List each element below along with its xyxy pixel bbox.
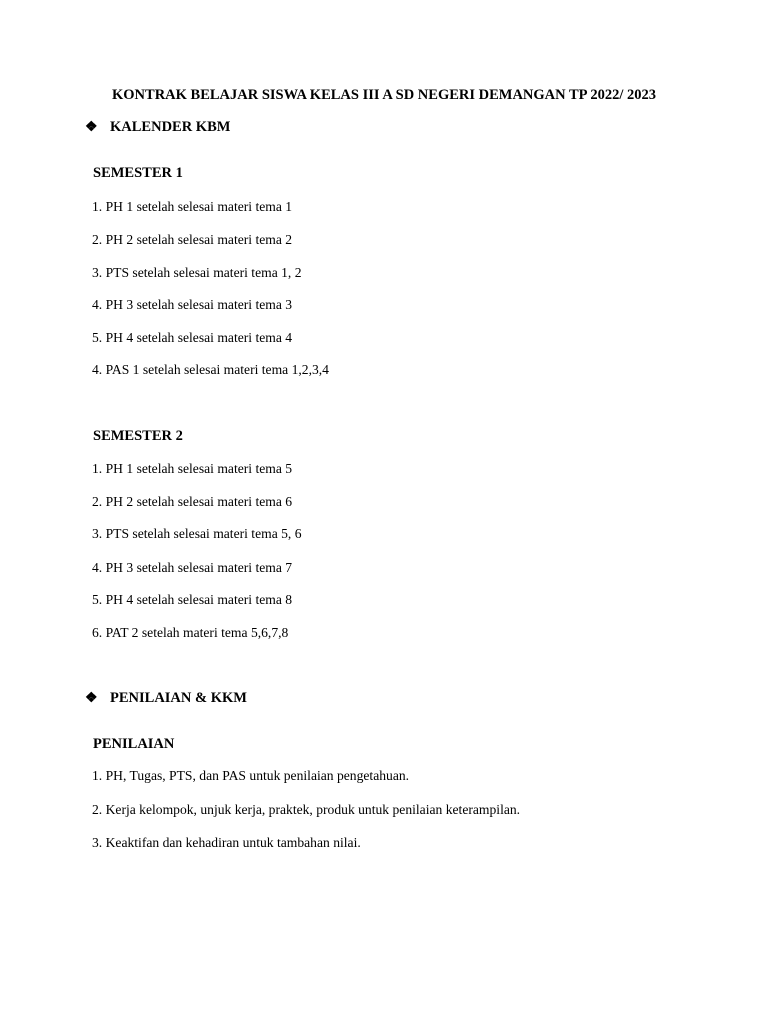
list-item: 3. Keaktifan dan kehadiran untuk tambahan nilai. <box>92 835 361 850</box>
section-heading-label: KALENDER KBM <box>110 119 231 135</box>
list-item: 1. PH, Tugas, PTS, dan PAS untuk penilaian pengetahuan. <box>92 768 410 783</box>
list-item: 5. PH 4 setelah selesai materi tema 4 <box>92 330 293 345</box>
list-item: 5. PH 4 setelah selesai materi tema 8 <box>92 592 293 607</box>
list-item: 2. Kerja kelompok, unjuk kerja, praktek, produk untuk penilaian keterampilan. <box>92 802 521 817</box>
section-heading-kalender <box>85 119 230 136</box>
subheading-semester-2: SEMESTER 2 <box>93 428 183 444</box>
list-item: 4. PAS 1 setelah selesai materi tema 1,2,3,4 <box>92 362 329 377</box>
list-item: 4. PH 3 setelah selesai materi tema 3 <box>92 297 293 312</box>
subheading-semester-1: SEMESTER 1 <box>93 165 183 181</box>
list-item: 2. PH 2 setelah selesai materi tema 6 <box>92 494 293 509</box>
list-item: 6. PAT 2 setelah materi tema 5,6,7,8 <box>92 625 289 640</box>
list-item: 1. PH 1 setelah selesai materi tema 1 <box>92 199 293 214</box>
list-item: 1. PH 1 setelah selesai materi tema 5 <box>92 461 293 476</box>
list-item: 2. PH 2 setelah selesai materi tema 2 <box>92 232 293 247</box>
list-item: 3. PTS setelah selesai materi tema 1, 2 <box>92 265 302 280</box>
section-heading-penilaian-kkm <box>85 690 247 707</box>
document-title: KONTRAK BELAJAR SISWA KELAS III A SD NEGERI DEMANGAN TP 2022/ 2023 <box>112 87 656 103</box>
diamond-bullet-icon: ❖ <box>85 120 98 135</box>
list-item: 3. PTS setelah selesai materi tema 5, 6 <box>92 526 302 541</box>
section-heading-label: PENILAIAN & KKM <box>110 690 247 706</box>
list-item: 4. PH 3 setelah selesai materi tema 7 <box>92 560 293 575</box>
diamond-bullet-icon: ❖ <box>85 691 98 706</box>
subheading-penilaian: PENILAIAN <box>93 736 175 752</box>
